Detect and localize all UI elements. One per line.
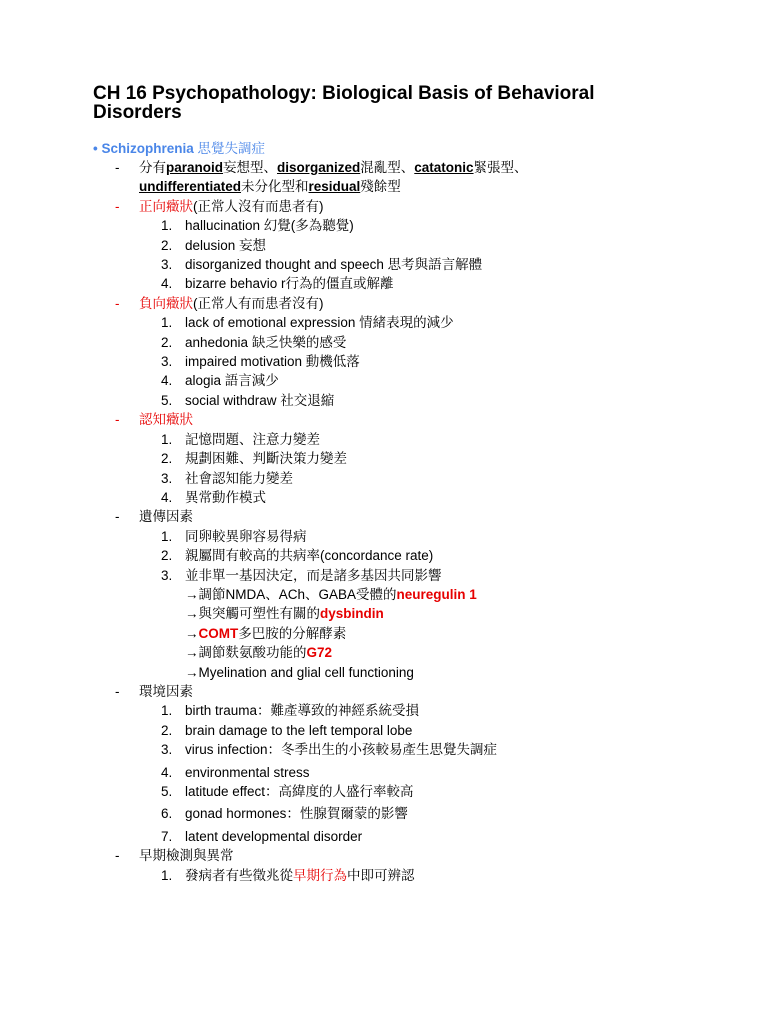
dash-marker: - bbox=[115, 295, 120, 311]
type-undifferentiated-zh: 未分化型和 bbox=[241, 179, 309, 195]
type-residual-zh: 殘餘型 bbox=[360, 179, 401, 195]
list-item: 2. anhedonia 缺乏快樂的感受 bbox=[161, 334, 347, 350]
section-types bbox=[93, 158, 713, 197]
gene-g72: G72 bbox=[306, 645, 333, 661]
list-item: 4. bizarre behavio r行為的僵直或解離 bbox=[161, 276, 394, 292]
list-item: 6. gonad hormones：性腺賀爾蒙的影響 bbox=[161, 806, 408, 822]
list-item: 2. delusion 妄想 bbox=[161, 237, 267, 253]
type-catatonic: catatonic bbox=[414, 160, 474, 175]
environment-list bbox=[93, 701, 713, 846]
list-item: 1. 同卵較異卵容易得病 bbox=[161, 528, 307, 544]
cognitive-label: 認知癥狀 bbox=[139, 412, 193, 428]
gene-line-myelination: →Myelination and glial cell functioning bbox=[185, 664, 414, 680]
section-negative bbox=[93, 294, 713, 313]
list-item: 4. alogia 語言減少 bbox=[161, 373, 279, 389]
list-item: 3. virus infection：冬季出生的小孩較易產生思覺失調症 bbox=[161, 742, 498, 758]
list-item: 2. 規劃困難、判斷決策力變差 bbox=[161, 451, 347, 467]
bullet-symbol: • bbox=[93, 141, 98, 156]
genetic-label: 遺傳因素 bbox=[139, 509, 193, 525]
dash-marker: - bbox=[115, 848, 120, 864]
environment-label: 環境因素 bbox=[139, 683, 193, 699]
list-item: 1. lack of emotional expression 情緒表現的減少 bbox=[161, 315, 454, 331]
type-paranoid-zh: 妄想型、 bbox=[223, 160, 278, 175]
type-disorganized-zh: 混亂型、 bbox=[360, 160, 415, 175]
gene-comt: COMT bbox=[198, 625, 239, 641]
genetic-list bbox=[93, 527, 713, 585]
section-cognitive bbox=[93, 410, 713, 429]
document-page bbox=[93, 84, 713, 885]
list-item: 3. disorganized thought and speech 思考與語言解體 bbox=[161, 257, 483, 273]
gene-line-comt: →COMT多巴胺的分解酵素 bbox=[185, 625, 347, 641]
list-item: 2. brain damage to the left temporal lobe bbox=[161, 722, 413, 738]
type-residual: residual bbox=[308, 179, 361, 195]
type-disorganized: disorganized bbox=[277, 160, 361, 175]
gene-line-neuregulin: →調節NMDA、ACh、GABA受體的neuregulin 1 bbox=[185, 586, 477, 602]
section-environment bbox=[93, 682, 713, 701]
negative-list bbox=[93, 313, 713, 410]
list-item: 1. 記憶問題、注意力變差 bbox=[161, 431, 320, 447]
section-genetic bbox=[93, 507, 713, 526]
type-catatonic-zh: 緊張型、 bbox=[473, 160, 528, 175]
dash-marker: - bbox=[115, 198, 120, 214]
early-label: 早期檢測與異常 bbox=[139, 848, 234, 864]
dash-marker: - bbox=[115, 160, 120, 175]
title-line-1: CH 16 Psychopathology: Biological Basis of Behavioral bbox=[93, 83, 595, 104]
list-item: 5. social withdraw 社交退縮 bbox=[161, 392, 335, 408]
list-item: 5. latitude effect：高緯度的人盛行率較高 bbox=[161, 784, 414, 799]
positive-note: (正常人沒有而患者有) bbox=[193, 198, 324, 214]
cognitive-list bbox=[93, 430, 713, 508]
list-item: 1. hallucination 幻覺(多為聽覺) bbox=[161, 218, 354, 234]
topic-bullet bbox=[93, 139, 713, 158]
page-title bbox=[93, 84, 713, 122]
topic-en: Schizophrenia bbox=[101, 141, 194, 156]
list-item: 3. 社會認知能力變差 bbox=[161, 470, 293, 486]
title-line-2: Disorders bbox=[93, 102, 182, 123]
list-item: 7. latent developmental disorder bbox=[161, 828, 363, 844]
dash-marker: - bbox=[115, 509, 120, 525]
type-undifferentiated: undifferentiated bbox=[139, 179, 242, 195]
list-item: 1. 發病者有些徵兆從早期行為中即可辨認 bbox=[161, 867, 415, 883]
gene-dysbindin: dysbindin bbox=[320, 606, 384, 622]
gene-neuregulin: neuregulin 1 bbox=[396, 586, 477, 602]
dash-marker: - bbox=[115, 683, 120, 699]
positive-list bbox=[93, 216, 713, 294]
list-item: 3. impaired motivation 動機低落 bbox=[161, 354, 360, 370]
list-item: 4. environmental stress bbox=[161, 764, 310, 780]
list-item: 2. 親屬間有較高的共病率(concordance rate) bbox=[161, 548, 434, 564]
gene-line-dysbindin: →與突觸可塑性有關的dysbindin bbox=[185, 606, 384, 622]
list-item: 3. 並非單一基因決定，而是諸多基因共同影響 bbox=[161, 567, 442, 583]
negative-label: 負向癥狀 bbox=[139, 295, 193, 311]
early-list bbox=[93, 866, 713, 885]
section-early-detection bbox=[93, 846, 713, 865]
early-behavior-highlight: 早期行為 bbox=[293, 867, 347, 883]
list-item: 4. 異常動作模式 bbox=[161, 489, 266, 505]
types-prefix: 分有 bbox=[139, 160, 166, 175]
negative-note: (正常人有而患者沒有) bbox=[193, 295, 324, 311]
dash-marker: - bbox=[115, 412, 120, 428]
section-positive bbox=[93, 197, 713, 216]
topic-zh: 思覺失調症 bbox=[197, 141, 266, 156]
list-item: 1. birth trauma：難產導致的神經系統受損 bbox=[161, 703, 420, 719]
type-paranoid: paranoid bbox=[166, 160, 224, 175]
positive-label: 正向癥狀 bbox=[139, 198, 193, 214]
gene-line-g72: →調節麩氨酸功能的G72 bbox=[185, 645, 333, 661]
